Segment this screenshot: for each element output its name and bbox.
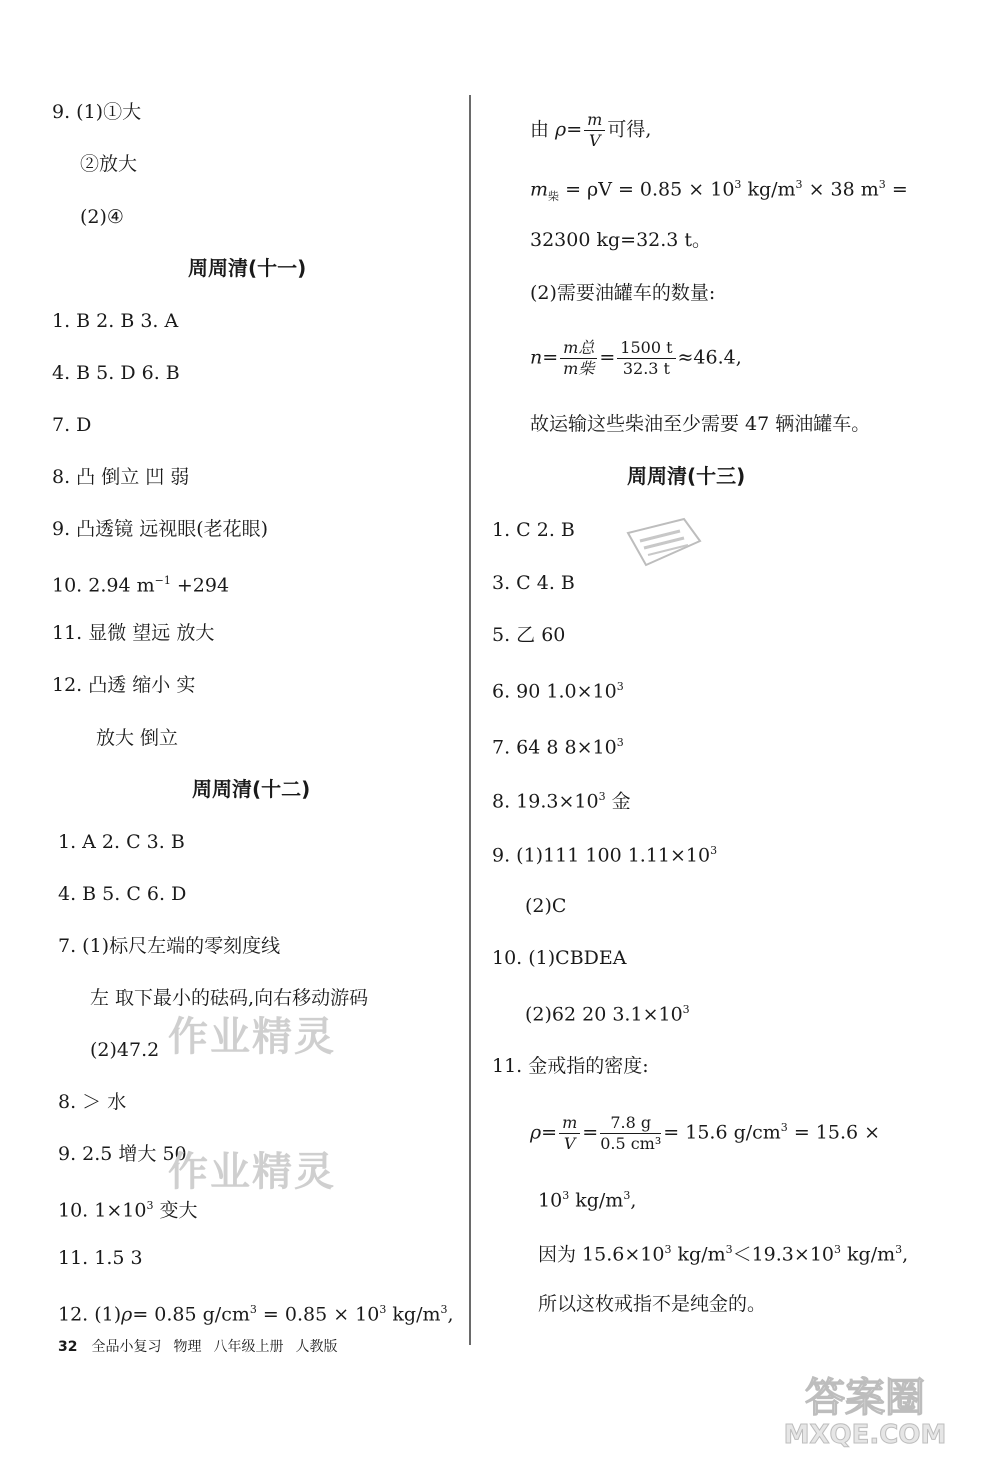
superscript: 3 — [895, 1243, 903, 1256]
answer-row: 放大 倒立 — [96, 727, 179, 749]
subject-name: 物理 — [173, 1339, 202, 1355]
answer-row: 1. B 2. B 3. A — [52, 310, 179, 332]
answer-text: kg/m — [741, 178, 796, 201]
answer-text: kg/m — [569, 1189, 624, 1212]
superscript: 3 — [734, 178, 742, 191]
superscript: 3 — [440, 1303, 448, 1316]
fraction — [560, 338, 597, 379]
answer-text: = 0.85 × 10 — [256, 1303, 380, 1326]
answer-row — [52, 569, 229, 597]
section-heading-13: 周周清(十三) — [627, 464, 746, 488]
answer-row: (2)47.2 — [90, 1039, 160, 1061]
answer-text: = 15.6 g/cm — [663, 1121, 781, 1144]
answer-text: 由 — [530, 118, 556, 141]
answer-text: , — [630, 1189, 637, 1212]
section-heading-11: 周周清(十一) — [188, 256, 307, 280]
answer-row: 3. C 4. B — [492, 572, 575, 594]
superscript: 3 — [616, 736, 624, 749]
superscript: 3 — [146, 1199, 154, 1212]
answer-text: kg/m — [841, 1243, 896, 1266]
answer-text: = 15.6 × — [787, 1121, 881, 1144]
equals-sign: = — [599, 346, 616, 369]
formula-row — [530, 110, 651, 151]
superscript: 3 — [710, 844, 718, 857]
answer-row: 8. ＞ 水 — [58, 1091, 127, 1113]
answer-row: 12. 凸透 缩小 实 — [52, 674, 196, 696]
answer-row — [492, 675, 624, 703]
fraction-numerator: m — [559, 1113, 580, 1134]
answer-text: 7. 64 8 8×10 — [492, 736, 617, 759]
rho-symbol: ρ — [530, 1121, 542, 1144]
answer-row: 4. B 5. D 6. B — [52, 362, 180, 384]
answer-row: 5. 乙 60 — [492, 624, 566, 646]
left-line-3: (2)④ — [80, 206, 124, 228]
superscript: 3 — [725, 1243, 733, 1256]
answer-row: 9. 凸透镜 远视眼(老花眼) — [52, 518, 269, 540]
superscript: 3 — [664, 1243, 672, 1256]
answer-text: 8. 19.3×10 — [492, 790, 599, 813]
formula-row — [530, 338, 742, 379]
answer-text: = 0.85 g/cm — [132, 1303, 250, 1326]
answer-row — [58, 1298, 454, 1326]
fraction-denominator: V — [563, 1134, 576, 1153]
answer-row: 1. A 2. C 3. B — [58, 831, 185, 853]
answer-text: , — [902, 1243, 909, 1266]
fraction — [584, 110, 605, 151]
answer-row: 9. 2.5 增大 50 — [58, 1143, 187, 1165]
equals-sign: = — [566, 118, 583, 141]
answer-row: 7. D — [52, 414, 92, 436]
answer-text: 变大 — [153, 1199, 198, 1222]
superscript: 3 — [780, 1121, 788, 1135]
answer-text: 12. (1) — [58, 1303, 122, 1326]
answer-row: 1. C 2. B — [492, 519, 575, 541]
answer-row — [58, 1194, 198, 1222]
superscript: 3 — [598, 790, 606, 803]
answer-row: (2)需要油罐车的数量: — [530, 282, 716, 304]
fraction — [600, 1113, 661, 1154]
answer-text: kg/m — [386, 1303, 441, 1326]
fraction — [617, 338, 675, 379]
answer-row — [538, 1184, 636, 1212]
answer-text: +294 — [170, 574, 230, 597]
answer-row: 10. (1)CBDEA — [492, 947, 627, 969]
fraction — [559, 1113, 580, 1154]
formula-row — [530, 173, 908, 209]
left-line-2: ②放大 — [80, 153, 138, 175]
logo-title: 答案圈 — [805, 1375, 925, 1421]
superscript: 3 — [562, 1189, 570, 1202]
column-divider — [469, 95, 471, 1345]
page-footer — [58, 1336, 337, 1356]
superscript: −1 — [154, 574, 171, 587]
answer-row: 11. 1.5 3 — [58, 1247, 143, 1269]
superscript: 3 — [379, 1303, 387, 1316]
page-number: 32 — [58, 1339, 78, 1355]
answer-text: 金 — [605, 790, 631, 813]
answer-row — [538, 1238, 908, 1266]
answer-row — [525, 998, 690, 1026]
answer-row: 4. B 5. C 6. D — [58, 883, 187, 905]
superscript: 3 — [623, 1189, 631, 1202]
answer-row: 7. (1)标尺左端的零刻度线 — [58, 935, 281, 957]
equals-sign: = — [582, 1121, 599, 1144]
answer-row — [492, 785, 631, 813]
answer-text: 因为 15.6×10 — [538, 1243, 665, 1266]
answer-text: = — [885, 178, 908, 201]
fraction-numerator: m — [584, 110, 605, 131]
answer-text: = ρV = 0.85 × 10 — [559, 178, 735, 201]
section-heading-12: 周周清(十二) — [192, 777, 311, 801]
answer-text: ≈46.4, — [677, 346, 742, 369]
answer-row: 11. 显微 望远 放大 — [52, 622, 215, 644]
answer-row: (2)C — [525, 895, 567, 917]
superscript: 3 — [682, 1003, 690, 1016]
answer-row: 左 取下最小的砝码,向右移动游码 — [90, 987, 369, 1009]
superscript: 3 — [834, 1243, 841, 1256]
formula-row — [530, 1113, 880, 1154]
answer-text: kg/m — [671, 1243, 726, 1266]
equals-sign: = — [541, 1121, 558, 1144]
fraction-denominator: m柴 — [563, 359, 595, 378]
fraction-denominator: 32.3 t — [622, 359, 670, 378]
rho-symbol: ρ — [121, 1303, 133, 1326]
watermark: 作业精灵 — [168, 1014, 336, 1060]
stamp-image — [622, 515, 704, 571]
watermark: 作业精灵 — [168, 1149, 336, 1195]
fraction-denominator: 0.5 cm³ — [600, 1134, 662, 1153]
answer-text: 9. (1)111 100 1.11×10 — [492, 844, 711, 867]
answer-text: (2)62 20 3.1×10 — [525, 1003, 683, 1026]
answer-row: 所以这枚戒指不是纯金的。 — [538, 1293, 767, 1315]
logo-url: MXQE.COM — [783, 1420, 947, 1450]
left-line-1: 9. (1)①大 — [52, 101, 142, 123]
answer-text: 10. 1×10 — [58, 1199, 147, 1222]
answer-row: 故运输这些柴油至少需要 47 辆油罐车。 — [530, 413, 871, 435]
series-name: 全品小复习 — [91, 1339, 162, 1355]
answer-row: 8. 凸 倒立 凹 弱 — [52, 466, 190, 488]
equals-sign: = — [542, 346, 559, 369]
answer-row: 11. 金戒指的密度: — [492, 1055, 649, 1077]
answer-row: 32300 kg=32.3 t。 — [530, 229, 712, 251]
fraction-numerator: 1500 t — [617, 338, 675, 359]
fraction-numerator: 7.8 g — [600, 1113, 661, 1134]
mass-symbol: m — [530, 178, 549, 201]
n-symbol: n — [530, 346, 543, 369]
answer-text: ＜19.3×10 — [732, 1243, 834, 1266]
superscript: 3 — [795, 178, 803, 191]
fraction-denominator: V — [588, 131, 601, 150]
answer-row — [492, 731, 624, 759]
answer-text: 10. 2.94 m — [52, 574, 155, 597]
subscript: 柴 — [548, 190, 560, 204]
answer-row — [492, 839, 717, 867]
edition-name: 人教版 — [295, 1339, 338, 1355]
fraction-numerator: m总 — [560, 338, 597, 359]
answer-text: 10 — [538, 1189, 563, 1212]
superscript: 3 — [249, 1303, 257, 1316]
superscript: 3 — [878, 178, 886, 191]
grade-name: 八年级上册 — [213, 1339, 284, 1355]
answer-text: 可得, — [607, 118, 652, 141]
answer-text: , — [447, 1303, 454, 1326]
superscript: 3 — [616, 680, 624, 693]
answer-text: 6. 90 1.0×10 — [492, 680, 617, 703]
rho-symbol: ρ — [555, 118, 567, 141]
answer-text: × 38 m — [802, 178, 879, 201]
site-logo — [780, 1361, 950, 1451]
